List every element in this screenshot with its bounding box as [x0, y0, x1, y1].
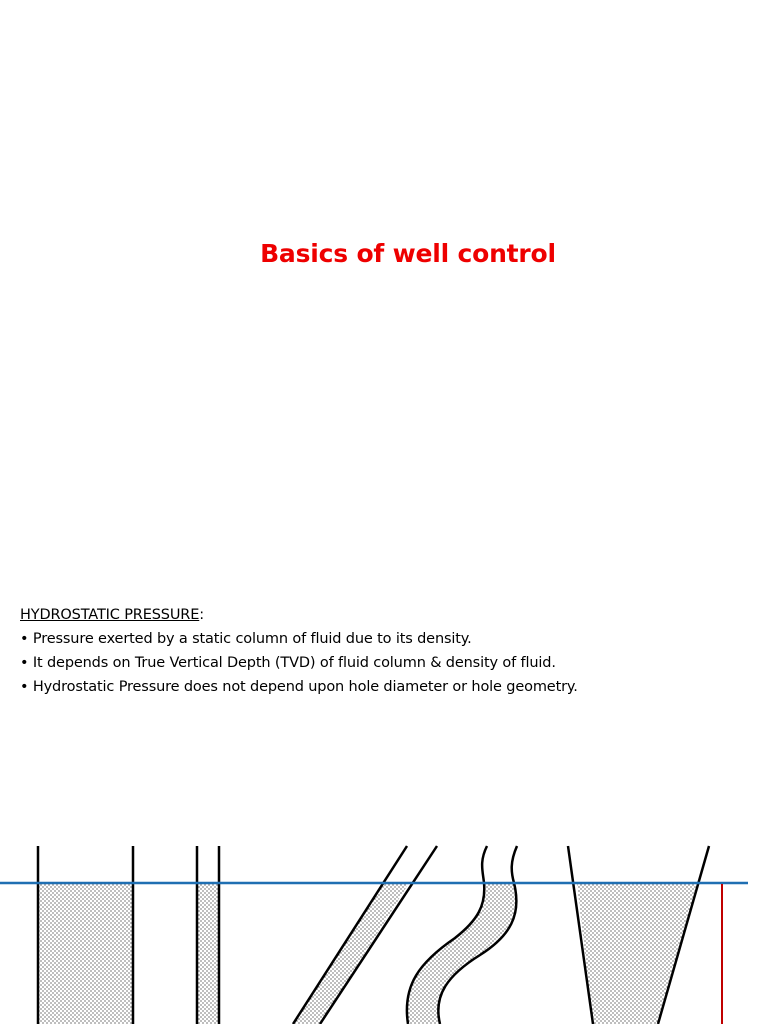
well-geometry-diagram — [0, 840, 768, 1024]
section-heading-text: HYDROSTATIC PRESSURE — [20, 607, 200, 623]
tapered-well — [568, 846, 709, 1024]
bullet-item — [20, 627, 760, 651]
curved-well — [407, 846, 517, 1024]
fluid-column — [293, 883, 409, 1024]
bullet-item — [20, 651, 760, 675]
bullet-item — [20, 675, 760, 699]
fluid-column — [197, 883, 219, 1024]
slide-title: Basics of well control — [260, 239, 556, 268]
bullet-text: It depends on True Vertical Depth (TVD) of fluid column & density of fluid. — [32, 655, 556, 671]
bullet-text: Pressure exerted by a static column of fluid due to its density. — [32, 631, 472, 647]
wide-vertical-well — [38, 846, 133, 1024]
bullet-marker: • — [20, 631, 29, 647]
section-heading — [20, 603, 760, 627]
content-block — [20, 603, 760, 699]
narrow-vertical-well — [197, 846, 219, 1024]
bullet-marker: • — [20, 655, 29, 671]
fluid-column — [407, 883, 517, 1024]
bullet-marker: • — [20, 679, 29, 695]
fluid-column — [38, 883, 133, 1024]
well-wall — [293, 846, 407, 1024]
section-heading-colon: : — [199, 607, 204, 623]
bullet-text: Hydrostatic Pressure does not depend upon hole diameter or hole geometry. — [32, 679, 578, 695]
